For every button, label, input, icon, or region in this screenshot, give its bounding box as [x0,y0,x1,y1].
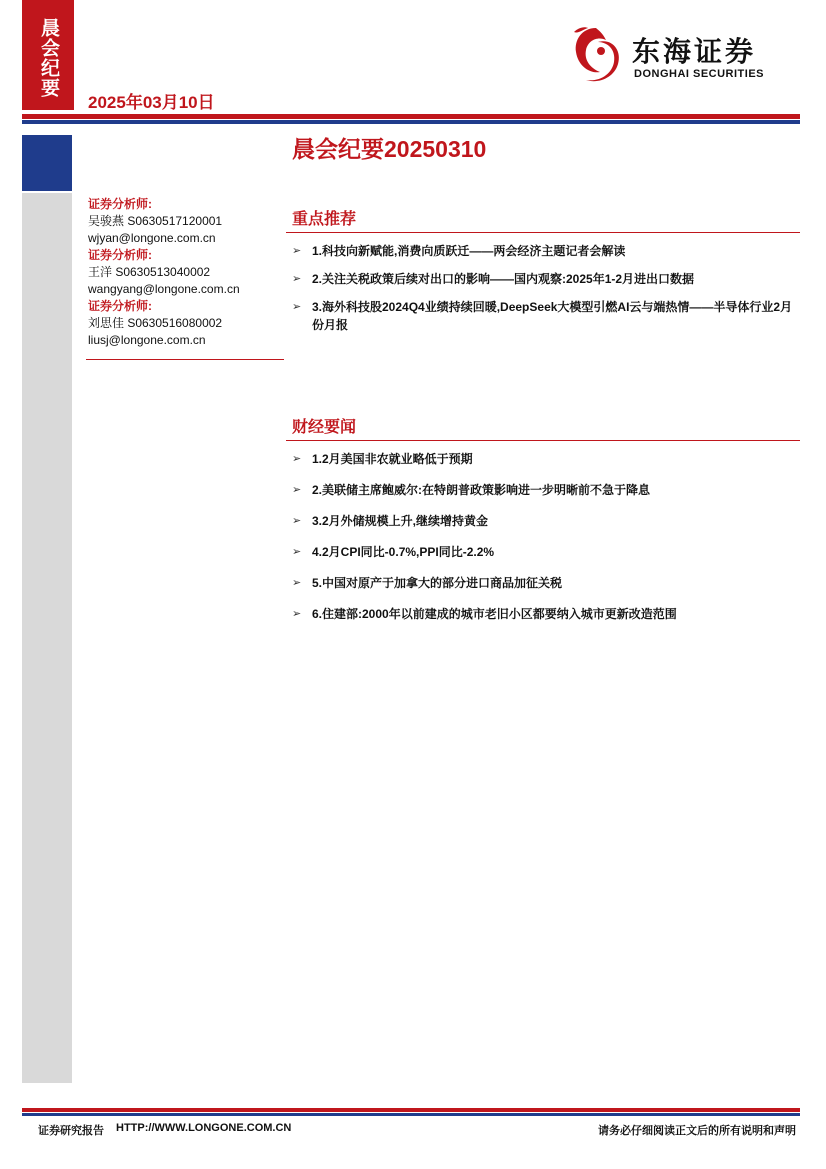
list-item-text: 2.美联储主席鲍威尔:在特朗普政策影响进一步明晰前不急于降息 [312,483,651,497]
news-list [292,450,802,623]
list-item-text: 1.科技向新赋能,消费向质跃迁——两会经济主题记者会解读 [312,244,626,258]
list-item[interactable] [292,543,802,561]
arrow-bullet-icon: ➢ [292,273,302,285]
report-date: 2025年03月10日 [88,93,215,112]
list-item[interactable] [292,298,802,334]
list-item-text: 3.2月外储规模上升,继续增持黄金 [312,514,489,528]
analyst-email[interactable]: wjyan@longone.com.cn [88,231,216,245]
analyst-name-id: 王洋 S0630513040002 [88,265,211,279]
list-item[interactable] [292,481,802,499]
footer-report-type: 证券研究报告 [38,1125,104,1137]
list-item[interactable] [292,574,802,592]
arrow-bullet-icon: ➢ [292,577,302,589]
list-item[interactable] [292,270,802,288]
list-item-text: 5.中国对原产于加拿大的部分进口商品加征关税 [312,576,563,590]
logo-english-name: DONGHAI SECURITIES [634,68,765,80]
footer-rule-red [22,1108,800,1112]
sidebar-gray-column [22,193,72,1083]
analyst-label: 证券分析师: [88,197,152,211]
list-item-text: 1.2月美国非农就业略低于预期 [312,452,473,466]
recommend-section-rule [286,232,800,233]
arrow-bullet-icon: ➢ [292,515,302,527]
list-item-text: 6.住建部:2000年以前建成的城市老旧小区都要纳入城市更新改造范围 [312,607,677,621]
news-section-rule [286,440,800,441]
footer-disclaimer: 请务必仔细阅读正文后的所有说明和声明 [598,1125,796,1137]
arrow-bullet-icon: ➢ [292,245,302,257]
news-section-title: 财经要闻 [292,419,357,436]
list-item[interactable] [292,242,802,260]
recommend-section-title: 重点推荐 [292,211,357,228]
analyst-list [88,196,288,349]
analyst-label: 证券分析师: [88,299,152,313]
analyst-entry [88,247,288,298]
arrow-bullet-icon: ➢ [292,608,302,620]
report-type-tag [22,0,74,110]
analyst-label: 证券分析师: [88,248,152,262]
analyst-entry [88,196,288,247]
analyst-email[interactable]: wangyang@longone.com.cn [88,282,240,296]
dragon-logo-icon [568,22,624,86]
sidebar-blue-block [22,135,72,191]
arrow-bullet-icon: ➢ [292,453,302,465]
arrow-bullet-icon: ➢ [292,301,302,313]
arrow-bullet-icon: ➢ [292,546,302,558]
list-item-text: 2.关注关税政策后续对出口的影响——国内观察:2025年1-2月进出口数据 [312,272,695,286]
analyst-email[interactable]: liusj@longone.com.cn [88,333,206,347]
logo-chinese-name: 东海证券 [632,35,757,68]
footer-rule-blue [22,1113,800,1116]
list-item[interactable] [292,605,802,623]
list-item[interactable] [292,450,802,468]
footer-website-link[interactable]: HTTP://WWW.LONGONE.COM.CN [116,1122,292,1134]
header-rule-red [22,114,800,119]
list-item-text: 3.海外科技股2024Q4业绩持续回暖,DeepSeek大模型引燃AI云与端热情——半导体行业2月份月报 [312,300,793,332]
document-title: 晨会纪要20250310 [292,136,487,162]
list-item-text: 4.2月CPI同比-0.7%,PPI同比-2.2% [312,545,495,559]
recommend-list [292,242,802,334]
analyst-name-id: 吴骏燕 S0630517120001 [88,214,223,228]
list-item[interactable] [292,512,802,530]
analyst-entry [88,298,288,349]
arrow-bullet-icon: ➢ [292,484,302,496]
analyst-name-id: 刘思佳 S0630516080002 [88,316,223,330]
report-type-label: 晨会纪要 [38,18,59,98]
header-rule-blue [22,120,800,124]
analyst-divider [86,359,284,360]
company-logo [568,22,798,92]
